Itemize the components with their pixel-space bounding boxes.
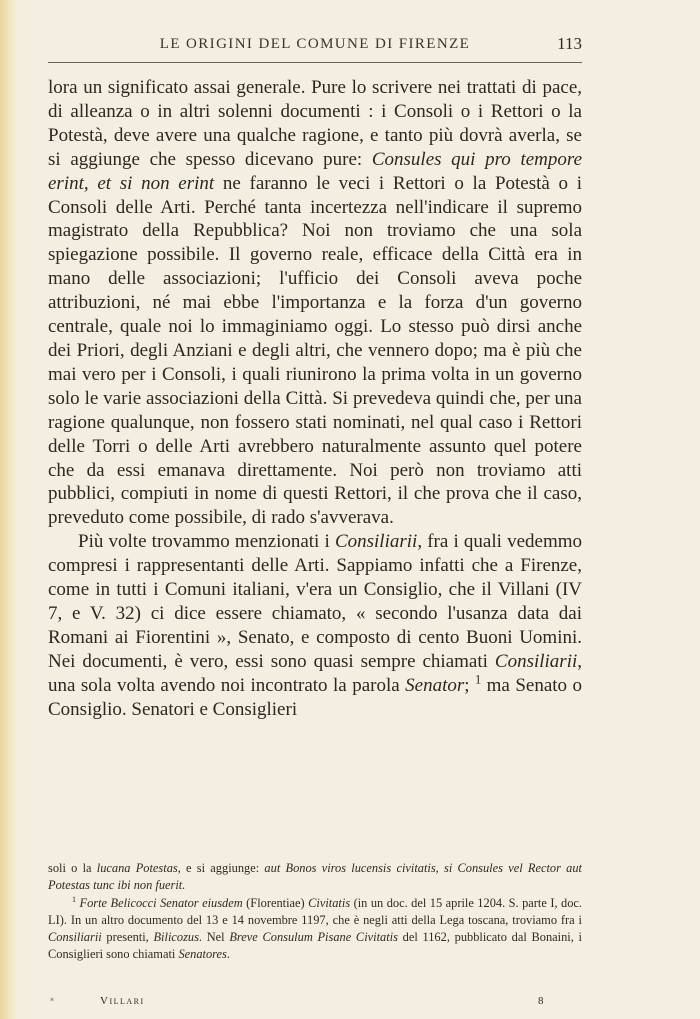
- italic-run: Consiliarii: [494, 650, 578, 672]
- italic-run: Consiliarii: [334, 531, 418, 553]
- signature-mark-icon: *: [50, 997, 54, 1006]
- italic-run: Senatores: [178, 947, 227, 962]
- page-number: 113: [557, 34, 582, 53]
- signature-name: Villari: [100, 995, 145, 1007]
- text-run: Più volte trovammo menzionati i: [78, 531, 335, 553]
- italic-run: aut Bonos viros lucensis civitatis, si Consules vel Rector aut Potestas tunc ibi non fuerit.: [48, 861, 582, 893]
- text-run: ;: [464, 674, 475, 696]
- footnote-ref: 1: [72, 894, 77, 904]
- paragraph: [48, 76, 582, 530]
- text-run: ne faranno le veci i Rettori o la Potestà o i Consoli delle Arti. Perché tanta incertezza nell'indicare il supremo magistrato della Repubblica? Noi non troviamo che una sola spiegazione possibile. Il governo reale, efficace della Città era in mano delle associazioni; l'ufficio dei Consoli aveva poche attribuzioni, né mai ebbe l'importanza e la forza d'un governo centrale, quale noi lo immaginiamo oggi. Lo stesso può dirsi anche dei Priori, degli Anziani e degli altri, che vennero dopo; ma è più che mai vero per i Consoli, i quali riunirono la prima volta in un governo solo le varie associazioni della Città. Si prevedeva quindi che, per una ragione qualunque, non fossero stati nominati, nel qual caso i Rettori delle Torri o delle Arti avrebbero naturalmente assunto quel potere che da essi emanava direttamente. Noi però non troviamo atti pubblici, compiuti in nome di questi Rettori, il che prova che il caso, preveduto come possibile, di rado s'avverava.: [48, 172, 583, 529]
- paragraph: [48, 530, 582, 721]
- text-run: . Nel: [198, 930, 230, 945]
- footnote-ref: 1: [475, 672, 482, 687]
- text-run: soli o la: [48, 861, 97, 875]
- italic-run: lucana Potestas: [96, 861, 178, 875]
- text-run: , una sola volta avendo noi incontrato la parola: [48, 650, 582, 696]
- text-run: , e si aggiunge:: [177, 861, 265, 875]
- italic-run: Consiliarii: [48, 930, 102, 945]
- italic-run: Consules qui pro tempore erint, et si non erint: [48, 148, 582, 194]
- main-text: [48, 76, 582, 721]
- footnote-1: [48, 895, 582, 964]
- text-run: (in un doc. del 15 aprile 1204. S. parte I, doc. LI). In un altro documento del 13 e 14 novembre 1197, che è negli atti della Lega toscana, troviamo fra i: [48, 895, 583, 927]
- running-title: LE ORIGINI DEL COMUNE DI FIRENZE: [159, 36, 471, 52]
- text-run: ma Senato o Consiglio. Senatori e Consiglieri: [48, 674, 582, 720]
- text-run: (Florentiae): [242, 895, 309, 910]
- footnotes: [48, 860, 582, 964]
- text-run: , fra i quali vedemmo compresi i rappresentanti delle Arti. Sappiamo infatti che a Firenze, come in tutti i Comuni italiani, v'era un Consiglio, che il Villani (IV 7, e V. 32) ci dice essere chiamato, « secondo l'usanza data dai Romani ai Fiorentini », Senato, e composto di cento Buoni Uomini. Nei documenti, è vero, essi sono quasi sempre chiamati: [48, 531, 582, 672]
- text-run: del 1162, pubblicato dal Bonaini, i Consiglieri sono chiamati: [48, 930, 583, 962]
- italic-run: Senator: [405, 674, 465, 696]
- text-run: presenti,: [101, 930, 154, 945]
- header-rule: [48, 62, 582, 63]
- italic-run: Bilicozus: [153, 930, 199, 945]
- page-edge-shadow: [0, 0, 18, 1019]
- signature-number: 8: [538, 995, 544, 1007]
- footnote-continuation: [48, 860, 582, 895]
- text-run: .: [226, 947, 230, 962]
- italic-run: Civitatis: [308, 895, 351, 910]
- italic-run: Forte Belicocci Senator eiusdem: [79, 895, 243, 910]
- text-run: lora un significato assai generale. Pure lo scrivere nei trattati di pace, di alleanza o in altri solenni documenti : i Consoli o i Rettori o la Potestà, deve avere una qualche ragione, e tanto più dovrà averla, se si aggiunge che spesso dicevano pure:: [48, 77, 582, 170]
- italic-run: Breve Consulum Pisane Civitatis: [229, 930, 398, 945]
